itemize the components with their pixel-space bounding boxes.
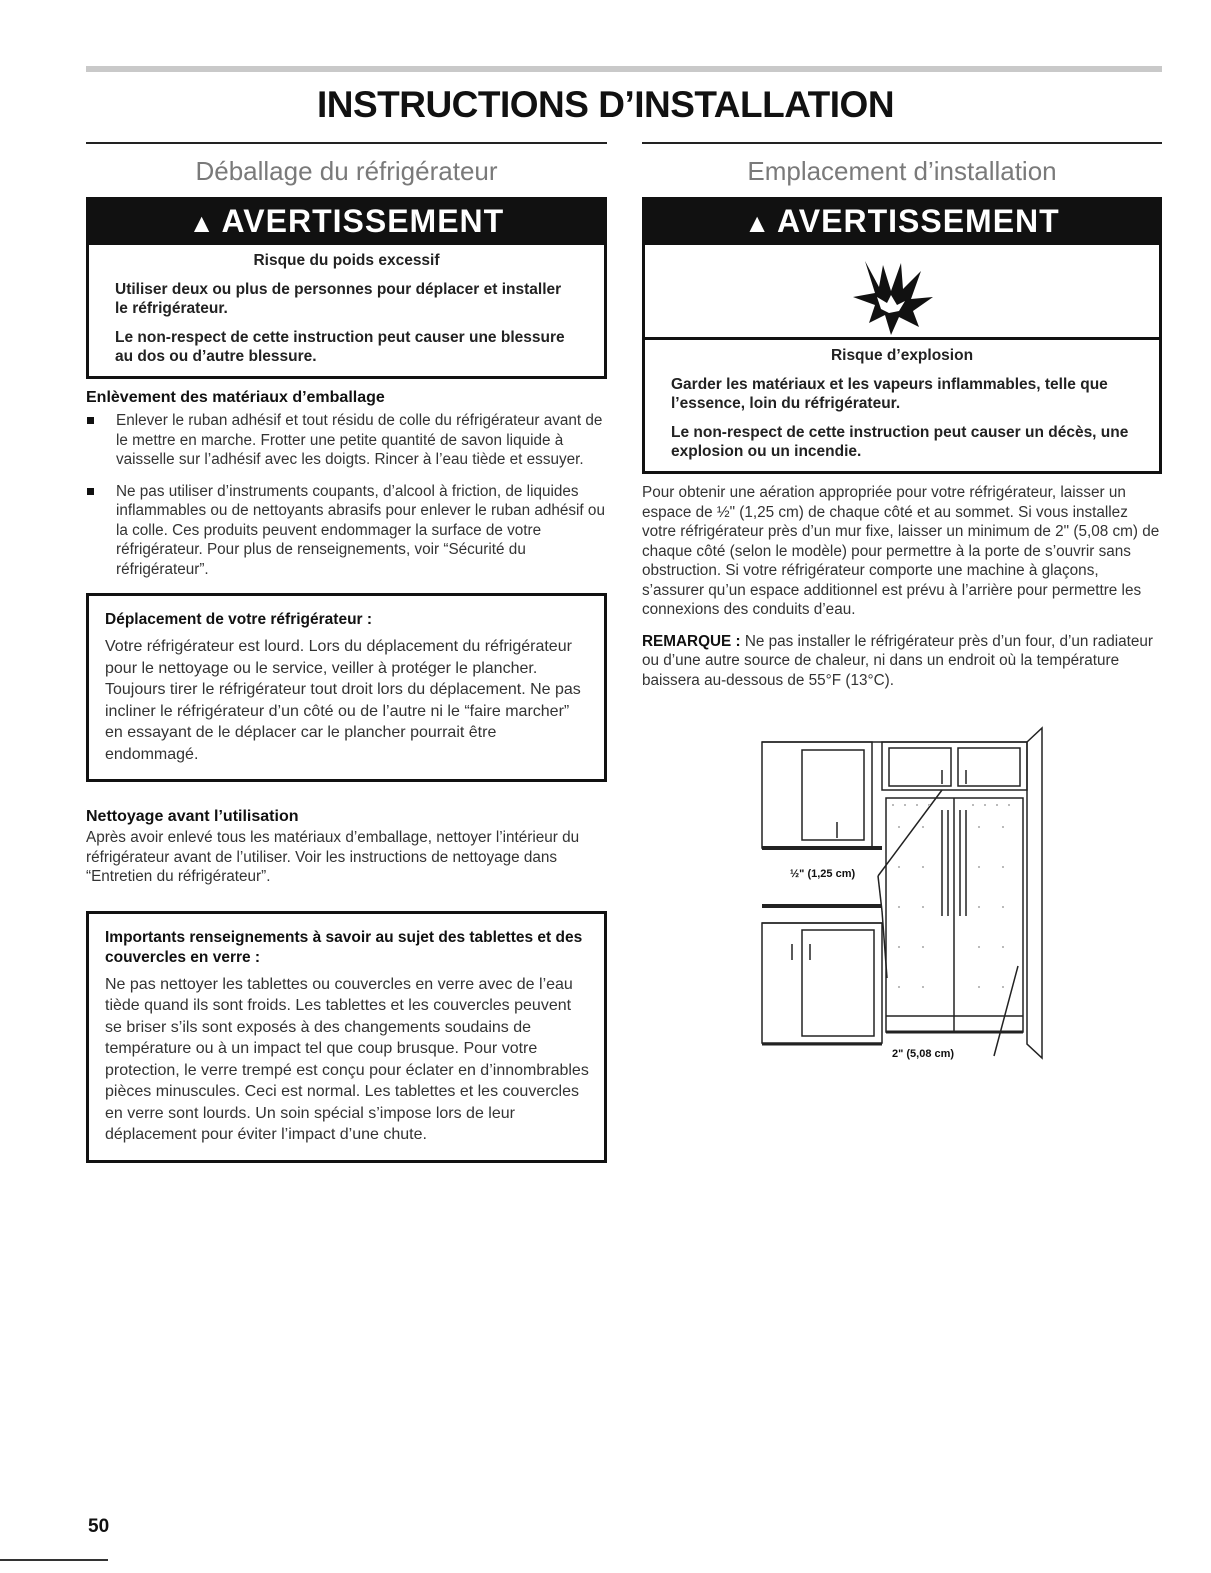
list-item <box>86 482 607 580</box>
list-item <box>86 411 607 470</box>
explosion-symbol-area <box>645 245 1159 340</box>
explosion-icon <box>847 257 937 337</box>
glass-box-text: Ne pas nettoyer les tablettes ou couvercles en verre avec de l’eau tiède quand ils sont froids. Les tablettes et les couvercles peuvent se briser s’ils sont exposés à des changements soudains de température ou à un impact tel que coup brusque. Pour votre protection, le verre trempé est conçu pour éclater en d’innombrables pièces minuscules. Ceci est normal. Les tablettes et les couvercles en verre sont lourds. Un soin spécial s’impose lors de leur déplacement pour éviter l’impact d’une chute. <box>105 975 589 1143</box>
moving-refrigerator-box <box>86 593 607 782</box>
glass-box-title: Importants renseignements à savoir au sujet des tablettes et des couvercles en verre : <box>105 928 583 966</box>
weight-warning-consequence: Le non-respect de cette instruction peut causer une blessure au dos ou d’autre blessure. <box>115 329 565 365</box>
bullet-square-icon <box>87 488 94 495</box>
top-pattern-rule <box>86 66 1162 72</box>
explosion-warning-heading: AVERTISSEMENT <box>777 203 1060 239</box>
right-column-rule <box>642 142 1162 144</box>
half-inch-clearance-label: ½" (1,25 cm) <box>790 868 856 880</box>
weight-warning-header <box>89 200 604 245</box>
explosion-warning-instruction: Garder les matériaux et les vapeurs inflammables, telle que l’essence, loin du réfrigérateur. <box>671 376 1108 412</box>
moving-box-title: Déplacement de votre réfrigérateur : <box>105 611 373 628</box>
weight-warning-instruction: Utiliser deux ou plus de personnes pour déplacer et installer le réfrigérateur. <box>115 281 562 317</box>
weight-warning-body <box>89 245 604 376</box>
packaging-removal-list <box>86 411 607 579</box>
cleaning-heading: Nettoyage avant l’utilisation <box>86 808 299 825</box>
page-number: 50 <box>88 1516 110 1537</box>
moving-box-text: Votre réfrigérateur est lourd. Lors du déplacement du réfrigérateur pour le nettoyage ou le service, veiller à protéger le plancher. Toujours tirer le réfrigérateur tout droit lors du déplacement. Ne pas incliner le réfrigérateur d’un côté ou de l’autre ni le “faire marcher” en essayant de le déplacer car le plancher pourrait être endommagé. <box>105 638 581 763</box>
bullet-text: Ne pas utiliser d’instruments coupants, d’alcool à friction, de liquides inflammables ou de nettoyants abrasifs pour enlever le ruban adhésif ou la colle. Ces produits peuvent endommager la surface de votre réfrigérateur. Pour plus de renseignements, voir “Sécurité du réfrigérateur”. <box>116 482 605 578</box>
cleaning-text: Après avoir enlevé tous les matériaux d’emballage, nettoyer l’intérieur du réfrigérateur avant de l’utiliser. Voir les instructions de nettoyage dans “Entretien du réfrigérateur”. <box>86 829 580 885</box>
explosion-warning-header <box>645 200 1159 245</box>
left-column-rule <box>86 142 607 144</box>
clearance-paragraph: Pour obtenir une aération appropriée pour votre réfrigérateur, laisser un espace de ½" (1,25 cm) de chaque côté et au sommet. Si vous installez votre réfrigérateur près d’un mur fixe, laisser un minimum de 2" (5,08 cm) de chaque côté (selon le modèle) pour permettre à la porte de s’ouvrir sans obstruction. Si votre réfrigérateur comporte une machine à glaçons, s’assurer qu’un espace additionnel est prévu à l’arrière pour permettre les connexions des conduits d’eau. <box>642 484 1160 618</box>
remark-text: Ne pas installer le réfrigérateur près d’un four, d’un radiateur ou d’une autre source de chaleur, ni dans un endroit où la température baissera au-dessous de 55°F (13°C). <box>642 632 1153 689</box>
right-column <box>642 142 1162 1086</box>
explosion-warning-box <box>642 197 1162 474</box>
clearance-diagram <box>642 726 1162 1086</box>
weight-warning-heading: AVERTISSEMENT <box>221 203 505 239</box>
explosion-warning-risk: Risque d’explosion <box>830 347 974 364</box>
weight-warning-risk: Risque du poids excessif <box>253 252 440 269</box>
warning-triangle-icon: ▲ <box>744 208 772 238</box>
page-title: INSTRUCTIONS D’INSTALLATION <box>316 84 895 125</box>
remark-label: REMARQUE : <box>642 632 741 650</box>
left-section-title: Déballage du réfrigérateur <box>195 156 498 186</box>
refrigerator-installation-illustration <box>642 726 1162 1086</box>
left-column <box>86 142 607 1163</box>
remark-paragraph <box>642 632 1162 691</box>
explosion-warning-consequence: Le non-respect de cette instruction peut causer un décès, une explosion ou un incendie. <box>671 424 1129 460</box>
bottom-rule <box>0 1559 108 1561</box>
warning-triangle-icon: ▲ <box>188 208 216 238</box>
weight-warning-box <box>86 197 607 379</box>
bullet-square-icon <box>87 417 94 424</box>
two-inch-clearance-label: 2" (5,08 cm) <box>892 1048 955 1060</box>
glass-shelves-box <box>86 911 607 1163</box>
explosion-warning-body <box>645 340 1159 471</box>
bullet-text: Enlever le ruban adhésif et tout résidu de colle du réfrigérateur avant de le mettre en marche. Frotter une petite quantité de savon liquide à vaisselle sur l’adhésif avec les doigts. Rincer à l’eau tiède et essuyer. <box>116 412 603 468</box>
right-section-title: Emplacement d’installation <box>747 156 1057 186</box>
packaging-removal-heading: Enlèvement des matériaux d’emballage <box>86 389 385 406</box>
